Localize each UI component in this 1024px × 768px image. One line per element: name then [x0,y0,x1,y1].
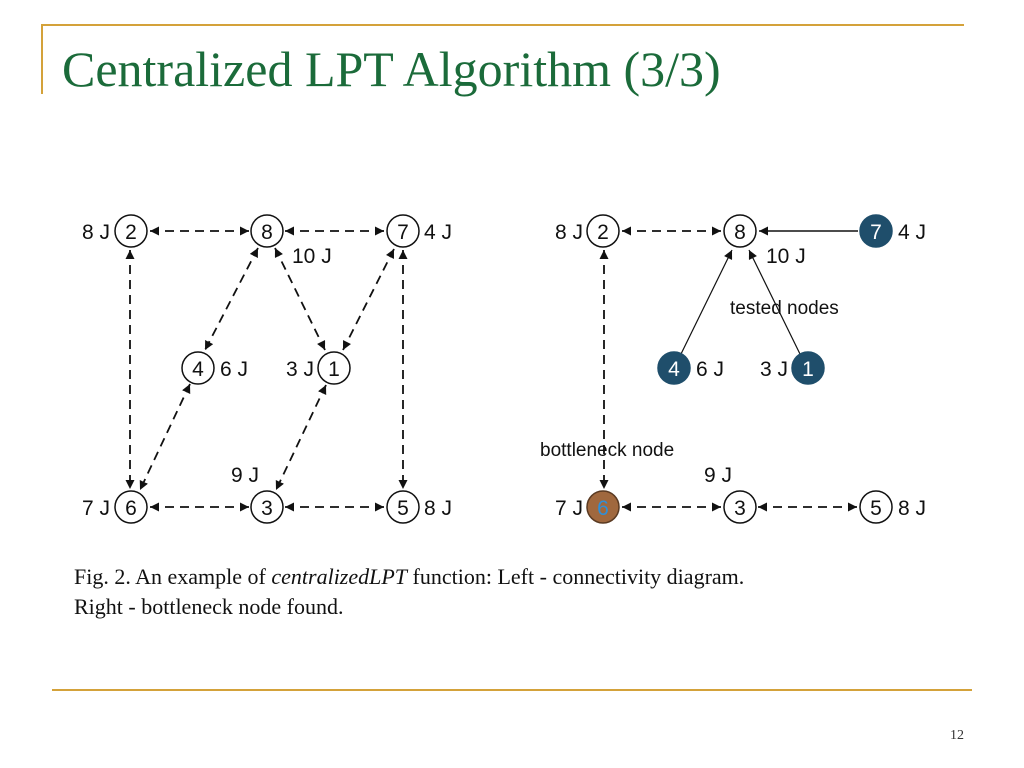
svg-text:6: 6 [597,497,609,520]
right-node-2 [555,215,619,247]
figure-caption [74,562,974,622]
edge-7-1 [343,249,394,350]
left-node-2 [82,215,147,247]
right-node-1-tested [760,352,824,384]
right-node-8 [724,215,806,268]
left-node-1 [286,352,350,384]
svg-text:7: 7 [397,221,409,244]
svg-text:6 J: 6 J [220,358,249,381]
right-nodes [555,215,926,523]
edge-8-4 [205,248,258,350]
svg-text:6: 6 [125,497,137,520]
r-edge-4-8 [681,250,732,354]
bottleneck-node-label: bottleneck node [540,440,675,461]
left-edges [130,231,403,507]
svg-text:8: 8 [734,221,746,244]
left-node-5 [387,491,452,523]
svg-text:4: 4 [192,358,204,381]
right-node-7-tested [860,215,926,247]
left-node-3 [231,464,283,523]
right-node-3 [704,464,756,523]
caption-line-1: Fig. 2. An example of centralizedLPT function: Left - connectivity diagram. [74,564,745,589]
svg-text:5: 5 [870,497,882,520]
svg-text:3: 3 [261,497,273,520]
left-node-8 [251,215,332,268]
svg-text:8 J: 8 J [898,497,927,520]
left-nodes [82,215,452,523]
svg-text:8 J: 8 J [554,221,583,244]
right-node-6-bottleneck [555,491,619,523]
svg-text:1: 1 [328,358,340,381]
svg-text:10 J: 10 J [292,245,332,268]
svg-text:6 J: 6 J [696,358,725,381]
edge-1-3 [276,385,326,490]
svg-text:3: 3 [734,497,746,520]
svg-text:4 J: 4 J [898,221,927,244]
svg-text:4 J: 4 J [424,221,453,244]
right-node-4-tested [658,352,724,384]
svg-text:9 J: 9 J [703,464,733,487]
caption-function-name: centralizedLPT [271,564,408,589]
svg-text:4: 4 [668,358,680,381]
svg-text:3 J: 3 J [759,358,788,381]
svg-text:8 J: 8 J [81,221,110,244]
slide-title: Centralized LPT Algorithm (3/3) [62,41,721,97]
tested-nodes-label: tested nodes [730,298,839,319]
svg-text:2: 2 [125,221,137,244]
left-node-7 [387,215,452,247]
svg-text:8: 8 [261,221,273,244]
caption-line-2: Right - bottleneck node found. [74,594,344,619]
svg-text:8 J: 8 J [424,497,453,520]
left-node-4 [182,352,248,384]
svg-text:7 J: 7 J [554,497,583,520]
svg-text:10 J: 10 J [766,245,806,268]
svg-text:7: 7 [870,221,882,244]
svg-text:1: 1 [802,358,814,381]
bottom-rule [52,689,972,691]
left-node-6 [82,491,147,523]
svg-text:5: 5 [397,497,409,520]
right-node-5 [860,491,926,523]
svg-text:2: 2 [597,221,609,244]
page-number: 12 [950,728,964,743]
svg-text:9 J: 9 J [230,464,260,487]
svg-text:3 J: 3 J [285,358,314,381]
svg-text:7 J: 7 J [81,497,110,520]
edge-4-6 [140,384,190,490]
